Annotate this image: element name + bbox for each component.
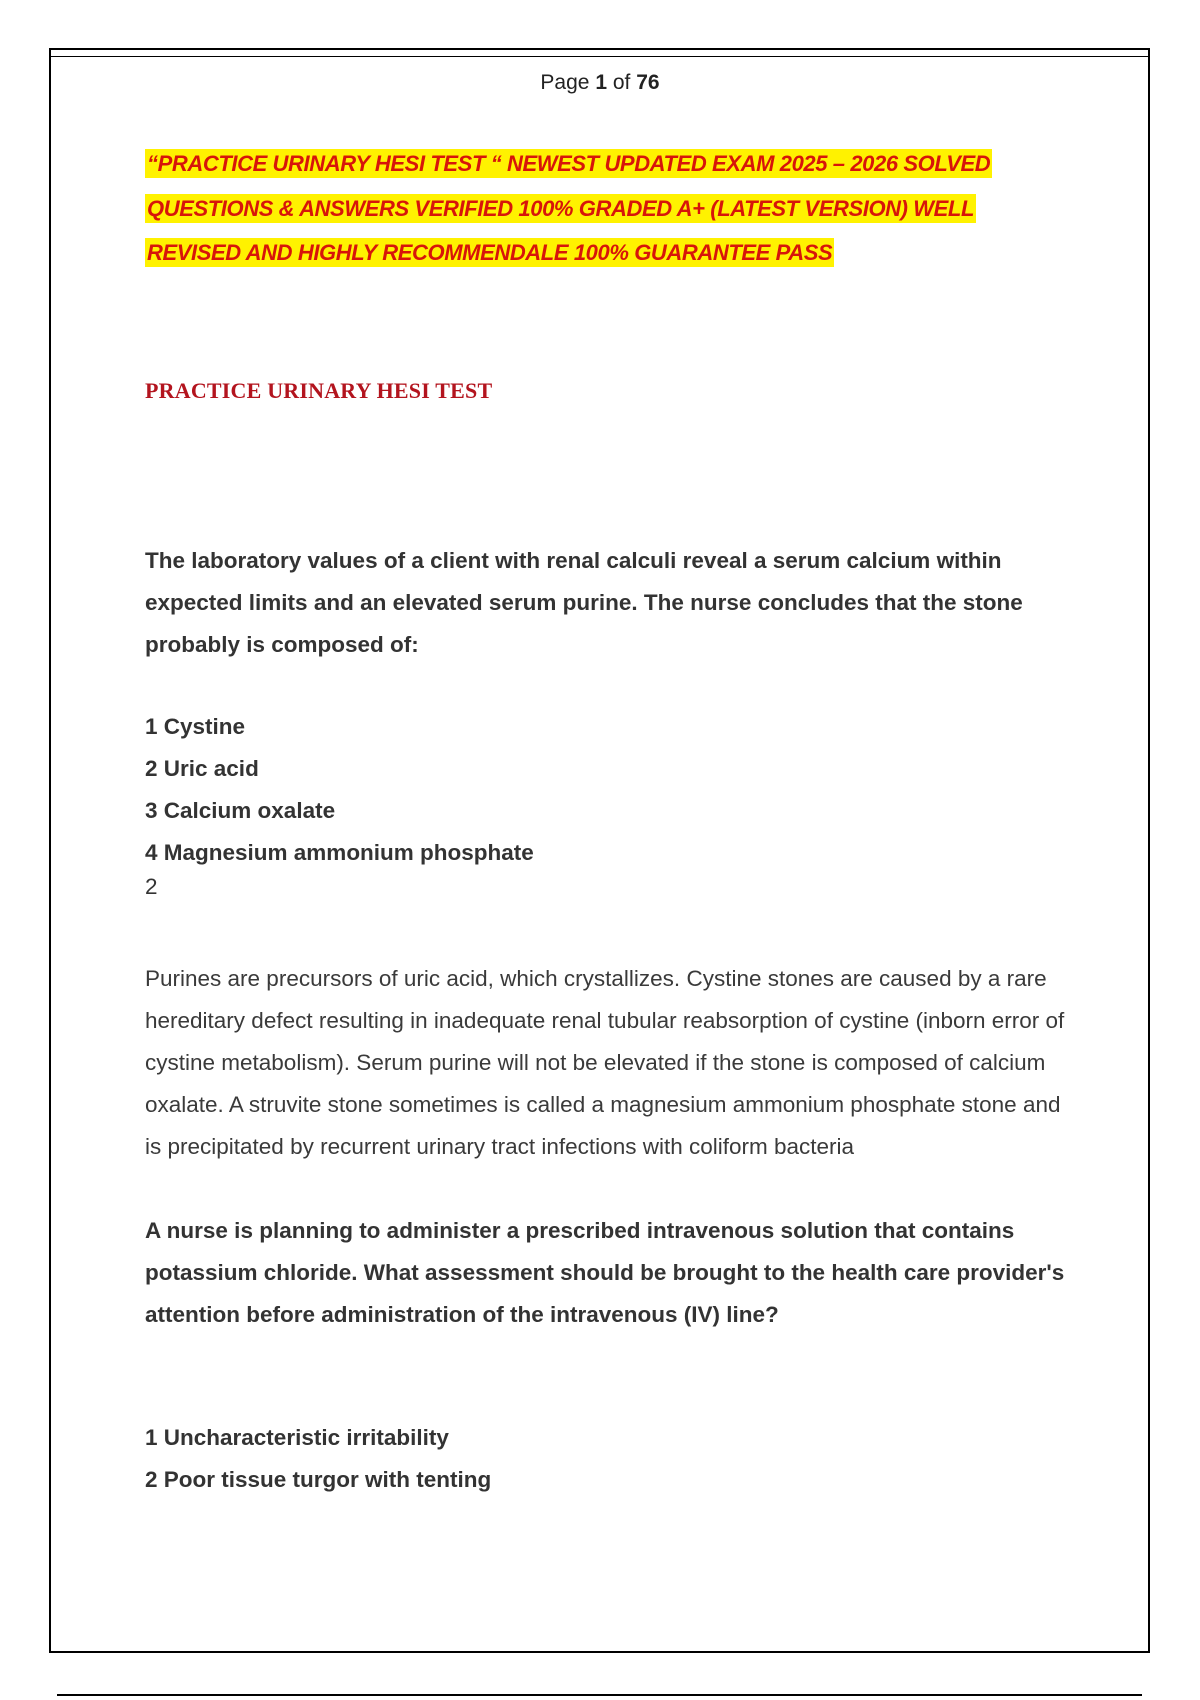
page-number: [0, 71, 1200, 95]
headline-line-text: “PRACTICE URINARY HESI TEST “ NEWEST UPDATED EXAM 2025 – 2026 SOLVED: [147, 151, 991, 176]
headline-line: [145, 187, 1065, 232]
option-item: 3 Calcium oxalate: [145, 798, 336, 823]
question-stem: A nurse is planning to administer a prescribed intravenous solution that contains potassium chloride. What assessment should be brought to the health care provider's attention before administration of the intravenous (IV) line?: [145, 1218, 1065, 1327]
section-title: PRACTICE URINARY HESI TEST: [145, 378, 493, 403]
page-number-total: 76: [636, 71, 660, 94]
page-frame-top-rule: [51, 56, 1148, 57]
headline-line-text: QUESTIONS & ANSWERS VERIFIED 100% GRADED A+ (LATEST VERSION) WELL: [147, 195, 974, 221]
headline-line: [145, 142, 1065, 187]
answer-options: [145, 1417, 1065, 1501]
option-item: 2 Poor tissue turgor with tenting: [145, 1467, 492, 1492]
option-item: 1 Cystine: [145, 714, 246, 739]
option-item: 4 Magnesium ammonium phosphate: [145, 840, 534, 865]
answer-rationale: Purines are precursors of uric acid, which crystallizes. Cystine stones are caused by a rare hereditary defect resulting in inadequate renal tubular reabsorption of cystine (inborn error of cystine metabolism). Serum purine will not be elevated if the stone is composed of calcium oxalate. A struvite stone sometimes is called a magnesium ammonium phosphate stone and is precipitated by recurrent urinary tract infections with coliform bacteria: [145, 966, 1065, 1159]
document-headline: [145, 142, 1065, 276]
headline-line: [145, 231, 1065, 276]
question-stem: The laboratory values of a client with renal calculi reveal a serum calcium within expected limits and an elevated serum purine. The nurse concludes that the stone probably is composed of:: [145, 548, 1023, 657]
option-item: 1 Uncharacteristic irritability: [145, 1425, 449, 1450]
page-number-current: 1: [595, 71, 607, 94]
headline-line-text: REVISED AND HIGHLY RECOMMENDALE 100% GUARANTEE PASS: [147, 240, 833, 265]
page-number-prefix: Page: [540, 71, 590, 94]
page-bottom-rule: [57, 1694, 1142, 1696]
option-item: 2 Uric acid: [145, 756, 259, 781]
correct-answer: 2: [145, 874, 158, 899]
page-number-separator: of: [612, 71, 631, 94]
answer-options: [145, 706, 1065, 874]
